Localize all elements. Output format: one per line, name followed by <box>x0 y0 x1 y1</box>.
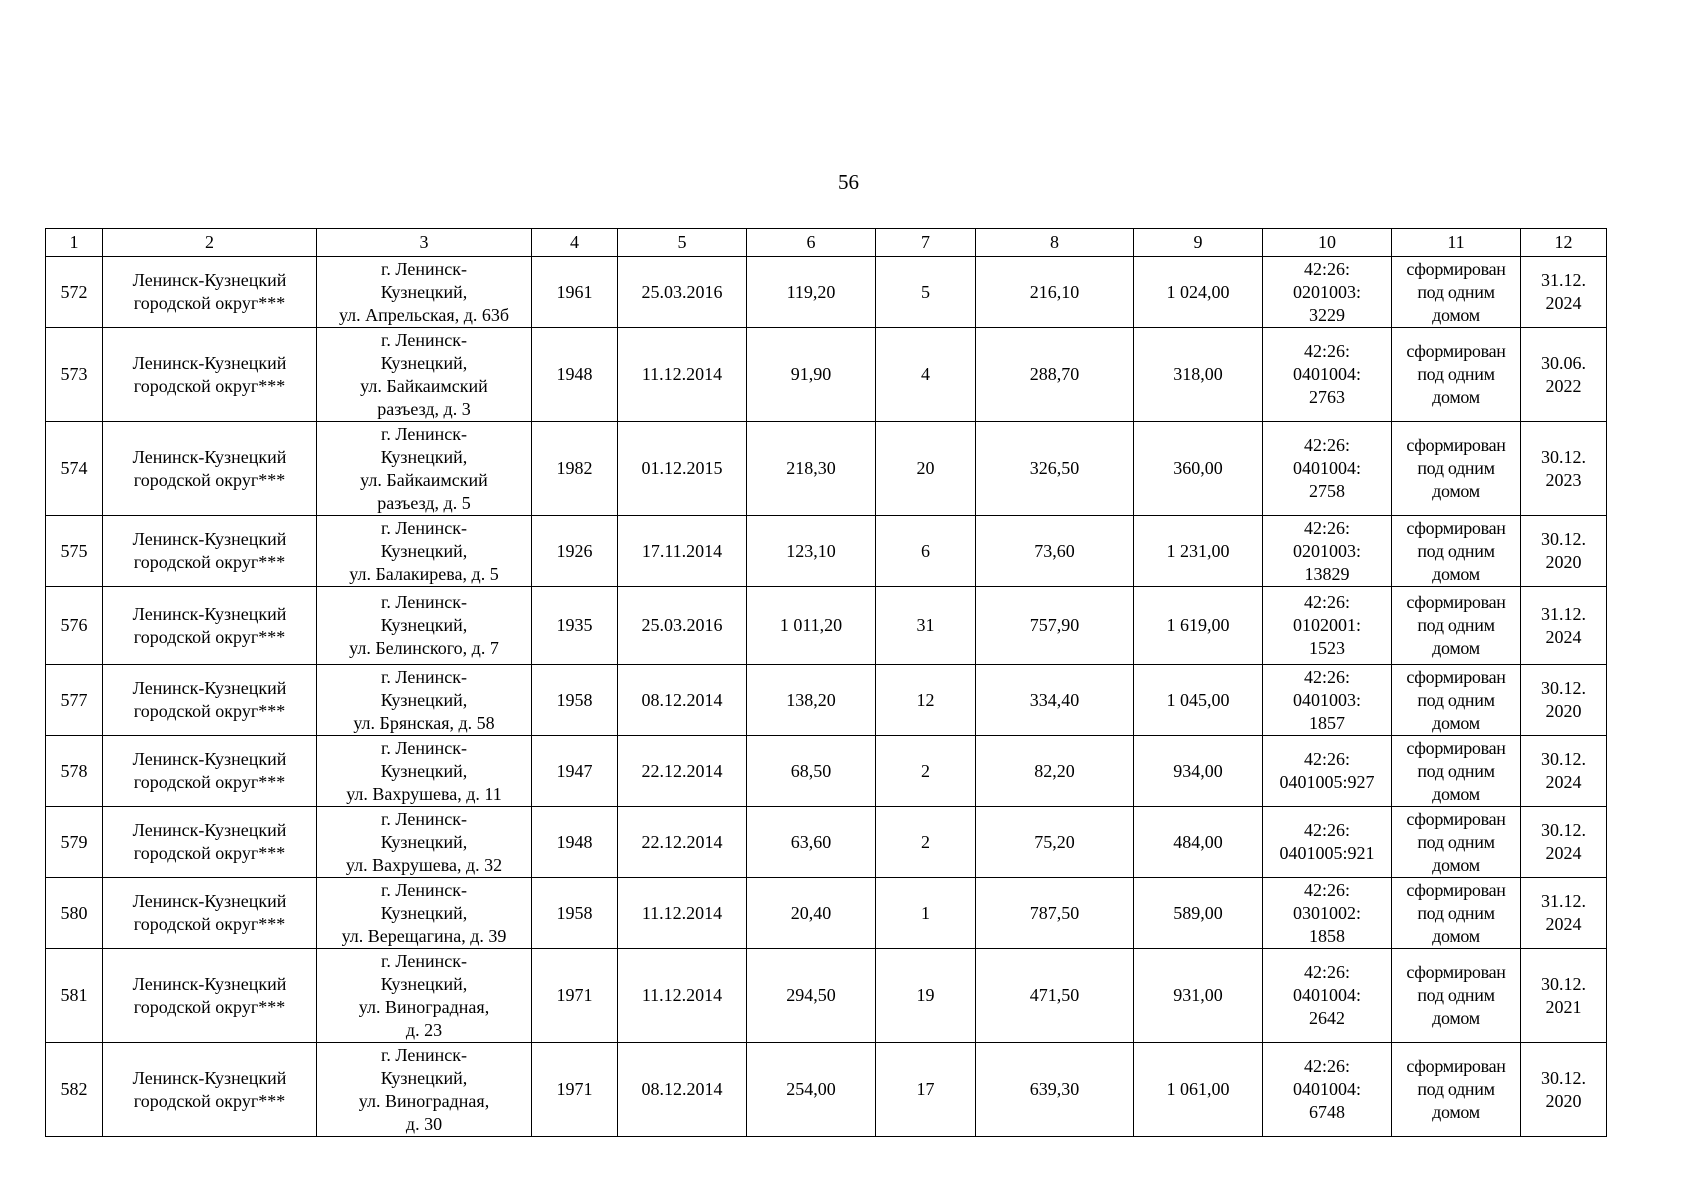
row-number: 574 <box>46 422 103 516</box>
land-status: сформирован под одним домом <box>1392 949 1521 1043</box>
municipality: Ленинск-Кузнецкий городской округ*** <box>103 257 317 328</box>
residents-count: 17 <box>876 1043 976 1137</box>
area-value: 326,50 <box>976 422 1134 516</box>
address: г. Ленинск- Кузнецкий, ул. Байкаимский разъезд, д. 3 <box>317 328 532 422</box>
recognition-date: 22.12.2014 <box>618 736 747 807</box>
area-value: 216,10 <box>976 257 1134 328</box>
column-header: 9 <box>1134 229 1263 257</box>
row-number: 579 <box>46 807 103 878</box>
row-number: 573 <box>46 328 103 422</box>
cadastral-number: 42:26: 0401003: 1857 <box>1263 665 1392 736</box>
land-area-value: 934,00 <box>1134 736 1263 807</box>
area-value: 288,70 <box>976 328 1134 422</box>
address: г. Ленинск- Кузнецкий, ул. Апрельская, д. 63б <box>317 257 532 328</box>
area-value: 294,50 <box>747 949 876 1043</box>
relocation-deadline: 30.12. 2024 <box>1521 736 1607 807</box>
column-header: 11 <box>1392 229 1521 257</box>
table-row <box>46 878 1607 949</box>
table-row <box>46 422 1607 516</box>
row-number: 575 <box>46 516 103 587</box>
relocation-deadline: 30.12. 2023 <box>1521 422 1607 516</box>
column-header: 10 <box>1263 229 1392 257</box>
table-row <box>46 516 1607 587</box>
recognition-date: 25.03.2016 <box>618 587 747 665</box>
municipality: Ленинск-Кузнецкий городской округ*** <box>103 949 317 1043</box>
land-area-value: 1 619,00 <box>1134 587 1263 665</box>
cadastral-number: 42:26: 0401004: 2642 <box>1263 949 1392 1043</box>
area-value: 639,30 <box>976 1043 1134 1137</box>
row-number: 576 <box>46 587 103 665</box>
cadastral-number: 42:26: 0102001: 1523 <box>1263 587 1392 665</box>
year-built: 1958 <box>532 878 618 949</box>
land-status: сформирован под одним домом <box>1392 878 1521 949</box>
recognition-date: 25.03.2016 <box>618 257 747 328</box>
area-value: 82,20 <box>976 736 1134 807</box>
residents-count: 2 <box>876 807 976 878</box>
land-area-value: 1 045,00 <box>1134 665 1263 736</box>
recognition-date: 08.12.2014 <box>618 665 747 736</box>
table-row <box>46 328 1607 422</box>
column-header: 2 <box>103 229 317 257</box>
year-built: 1971 <box>532 1043 618 1137</box>
municipality: Ленинск-Кузнецкий городской округ*** <box>103 1043 317 1137</box>
recognition-date: 08.12.2014 <box>618 1043 747 1137</box>
area-value: 471,50 <box>976 949 1134 1043</box>
column-header: 6 <box>747 229 876 257</box>
column-header: 5 <box>618 229 747 257</box>
land-status: сформирован под одним домом <box>1392 807 1521 878</box>
row-number: 580 <box>46 878 103 949</box>
area-value: 254,00 <box>747 1043 876 1137</box>
address: г. Ленинск- Кузнецкий, ул. Байкаимский разъезд, д. 5 <box>317 422 532 516</box>
table-row <box>46 949 1607 1043</box>
residents-count: 1 <box>876 878 976 949</box>
relocation-deadline: 31.12. 2024 <box>1521 878 1607 949</box>
year-built: 1971 <box>532 949 618 1043</box>
municipality: Ленинск-Кузнецкий городской округ*** <box>103 878 317 949</box>
cadastral-number: 42:26: 0401004: 2758 <box>1263 422 1392 516</box>
row-number: 572 <box>46 257 103 328</box>
page-number: 56 <box>838 170 859 194</box>
recognition-date: 11.12.2014 <box>618 328 747 422</box>
year-built: 1947 <box>532 736 618 807</box>
area-value: 123,10 <box>747 516 876 587</box>
table-body <box>46 257 1607 1137</box>
area-value: 20,40 <box>747 878 876 949</box>
land-status: сформирован под одним домом <box>1392 587 1521 665</box>
address: г. Ленинск- Кузнецкий, ул. Верещагина, д. 39 <box>317 878 532 949</box>
relocation-deadline: 30.12. 2020 <box>1521 516 1607 587</box>
land-area-value: 318,00 <box>1134 328 1263 422</box>
residents-count: 12 <box>876 665 976 736</box>
cadastral-number: 42:26: 0201003: 13829 <box>1263 516 1392 587</box>
municipality: Ленинск-Кузнецкий городской округ*** <box>103 807 317 878</box>
area-value: 63,60 <box>747 807 876 878</box>
recognition-date: 01.12.2015 <box>618 422 747 516</box>
residents-count: 31 <box>876 587 976 665</box>
column-header: 12 <box>1521 229 1607 257</box>
column-header: 1 <box>46 229 103 257</box>
address: г. Ленинск- Кузнецкий, ул. Вахрушева, д. 32 <box>317 807 532 878</box>
land-status: сформирован под одним домом <box>1392 736 1521 807</box>
area-value: 138,20 <box>747 665 876 736</box>
land-status: сформирован под одним домом <box>1392 516 1521 587</box>
municipality: Ленинск-Кузнецкий городской округ*** <box>103 422 317 516</box>
row-number: 578 <box>46 736 103 807</box>
land-area-value: 484,00 <box>1134 807 1263 878</box>
municipality: Ленинск-Кузнецкий городской округ*** <box>103 736 317 807</box>
address: г. Ленинск- Кузнецкий, ул. Вахрушева, д. 11 <box>317 736 532 807</box>
table-row <box>46 807 1607 878</box>
cadastral-number: 42:26: 0401004: 6748 <box>1263 1043 1392 1137</box>
relocation-deadline: 31.12. 2024 <box>1521 587 1607 665</box>
area-value: 91,90 <box>747 328 876 422</box>
residents-count: 2 <box>876 736 976 807</box>
land-area-value: 1 024,00 <box>1134 257 1263 328</box>
address: г. Ленинск- Кузнецкий, ул. Виноградная, д. 23 <box>317 949 532 1043</box>
year-built: 1926 <box>532 516 618 587</box>
row-number: 582 <box>46 1043 103 1137</box>
year-built: 1948 <box>532 807 618 878</box>
cadastral-number: 42:26: 0401004: 2763 <box>1263 328 1392 422</box>
cadastral-number: 42:26: 0301002: 1858 <box>1263 878 1392 949</box>
area-value: 75,20 <box>976 807 1134 878</box>
year-built: 1948 <box>532 328 618 422</box>
column-header: 4 <box>532 229 618 257</box>
residents-count: 4 <box>876 328 976 422</box>
year-built: 1958 <box>532 665 618 736</box>
table-row <box>46 665 1607 736</box>
housing-registry-table <box>45 228 1607 1137</box>
land-area-value: 589,00 <box>1134 878 1263 949</box>
table-row <box>46 587 1607 665</box>
area-value: 1 011,20 <box>747 587 876 665</box>
relocation-deadline: 30.12. 2021 <box>1521 949 1607 1043</box>
cadastral-number: 42:26: 0401005:921 <box>1263 807 1392 878</box>
municipality: Ленинск-Кузнецкий городской округ*** <box>103 665 317 736</box>
relocation-deadline: 31.12. 2024 <box>1521 257 1607 328</box>
column-header: 3 <box>317 229 532 257</box>
header-row <box>46 229 1607 257</box>
address: г. Ленинск- Кузнецкий, ул. Брянская, д. 58 <box>317 665 532 736</box>
row-number: 577 <box>46 665 103 736</box>
land-area-value: 1 061,00 <box>1134 1043 1263 1137</box>
land-area-value: 360,00 <box>1134 422 1263 516</box>
table-row <box>46 736 1607 807</box>
recognition-date: 11.12.2014 <box>618 949 747 1043</box>
residents-count: 6 <box>876 516 976 587</box>
column-header: 8 <box>976 229 1134 257</box>
residents-count: 5 <box>876 257 976 328</box>
land-status: сформирован под одним домом <box>1392 1043 1521 1137</box>
recognition-date: 22.12.2014 <box>618 807 747 878</box>
residents-count: 19 <box>876 949 976 1043</box>
column-header: 7 <box>876 229 976 257</box>
relocation-deadline: 30.12. 2020 <box>1521 665 1607 736</box>
relocation-deadline: 30.12. 2024 <box>1521 807 1607 878</box>
year-built: 1935 <box>532 587 618 665</box>
area-value: 73,60 <box>976 516 1134 587</box>
municipality: Ленинск-Кузнецкий городской округ*** <box>103 587 317 665</box>
year-built: 1982 <box>532 422 618 516</box>
relocation-deadline: 30.12. 2020 <box>1521 1043 1607 1137</box>
area-value: 334,40 <box>976 665 1134 736</box>
address: г. Ленинск- Кузнецкий, ул. Балакирева, д. 5 <box>317 516 532 587</box>
recognition-date: 11.12.2014 <box>618 878 747 949</box>
address: г. Ленинск- Кузнецкий, ул. Виноградная, д. 30 <box>317 1043 532 1137</box>
land-status: сформирован под одним домом <box>1392 328 1521 422</box>
land-area-value: 1 231,00 <box>1134 516 1263 587</box>
municipality: Ленинск-Кузнецкий городской округ*** <box>103 516 317 587</box>
residents-count: 20 <box>876 422 976 516</box>
land-status: сформирован под одним домом <box>1392 257 1521 328</box>
land-status: сформирован под одним домом <box>1392 665 1521 736</box>
municipality: Ленинск-Кузнецкий городской округ*** <box>103 328 317 422</box>
recognition-date: 17.11.2014 <box>618 516 747 587</box>
area-value: 119,20 <box>747 257 876 328</box>
area-value: 787,50 <box>976 878 1134 949</box>
relocation-deadline: 30.06. 2022 <box>1521 328 1607 422</box>
land-status: сформирован под одним домом <box>1392 422 1521 516</box>
table-row <box>46 257 1607 328</box>
cadastral-number: 42:26: 0201003: 3229 <box>1263 257 1392 328</box>
area-value: 757,90 <box>976 587 1134 665</box>
year-built: 1961 <box>532 257 618 328</box>
land-area-value: 931,00 <box>1134 949 1263 1043</box>
area-value: 68,50 <box>747 736 876 807</box>
cadastral-number: 42:26: 0401005:927 <box>1263 736 1392 807</box>
table-row <box>46 1043 1607 1137</box>
row-number: 581 <box>46 949 103 1043</box>
area-value: 218,30 <box>747 422 876 516</box>
address: г. Ленинск- Кузнецкий, ул. Белинского, д. 7 <box>317 587 532 665</box>
